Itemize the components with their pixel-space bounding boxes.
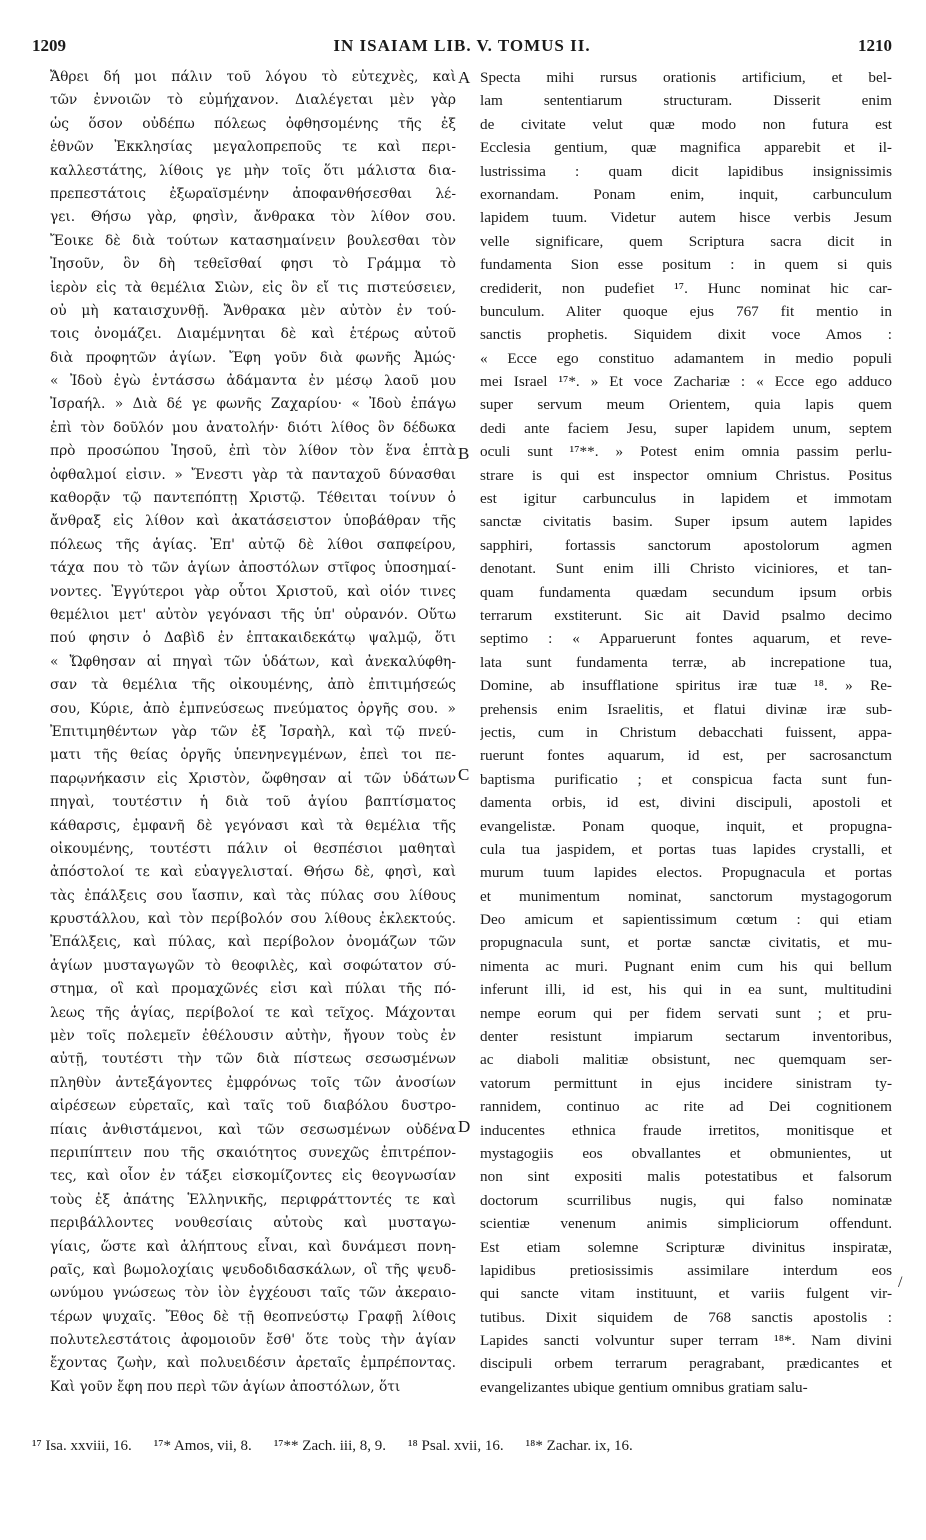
latin-text-line: fundamenta Sion esse positum : in quem si quis xyxy=(480,256,892,274)
latin-text-line: ac diaboli malitiæ obsistunt, nec quemquam ser- xyxy=(480,1051,892,1069)
greek-text-line: πρὸ προσώπου Ἰησοῦ, ἐπὶ τὸν λίθον τὸν ἕνα ἑπτὰ xyxy=(50,443,456,460)
latin-text-line: nempe eorum qui per fidem servati sunt ; et pru- xyxy=(480,1004,892,1022)
margin-letter-b: B xyxy=(458,444,470,463)
greek-text-line: γίαις, ὥστε καὶ ἁλήπτους εἶναι, καὶ δυνάμεσι πονη- xyxy=(50,1238,456,1255)
latin-text-line: nimenta ac muri. Pugnant enim cum his qui bellum xyxy=(480,957,892,975)
latin-text-line: Est etiam solemne Scripturæ divinitus inspiratæ, xyxy=(480,1238,892,1256)
latin-text-line: quam fundamenta quædam secundum ipsum orbis xyxy=(480,583,892,601)
latin-text-line: denotant. Sunt enim illi Christo viciniores, et tan- xyxy=(480,560,892,578)
footnote: ¹⁷** Zach. iii, 8, 9. xyxy=(273,1438,387,1454)
latin-text-line: strare is qui est inspector omnium Christus. Positus xyxy=(480,466,892,484)
latin-text-line: discipuli orbem terrarum peragrabant, prædicantes et xyxy=(480,1355,892,1373)
latin-text-line: et munimentum nominat, sanctorum mystagogorum xyxy=(480,887,892,905)
latin-text-line: damenta orbis, id est, divini discipuli, apostoli et xyxy=(480,794,892,812)
greek-text-line: Καὶ γοῦν ἔφη που περὶ τῶν ἁγίων ἀποστόλων, ὅτι xyxy=(50,1378,401,1395)
latin-text-line: crediderit, non pudefiet ¹⁷. Hunc nominat hic car- xyxy=(480,279,892,297)
latin-text-line: bunculum. Aliter quoque ejus 767 fit mentio in xyxy=(480,302,892,320)
greek-text-line: κρυστάλλου, καὶ τὸν περίβολόν σου λίθους ἐκλεκτούς. xyxy=(50,911,456,928)
latin-text-line: qui sancte vitam instituunt, et variis fulgent vir- xyxy=(480,1285,892,1303)
greek-text-line: πολυτελεστάτοις ἀφομοιοῦν ἔσθ' ὅτε τοὺς τὴν ἁγίαν xyxy=(50,1332,456,1349)
latin-text-line: lam sententiarum structuram. Disserit enim xyxy=(480,92,892,110)
latin-text-line: tutibus. Dixit siquidem de 768 sanctis apostolis : xyxy=(480,1308,892,1326)
footnotes xyxy=(32,1438,892,1455)
greek-text-line: νοντες. Ἐγγύτεροι γὰρ οὗτοι Χριστοῦ, καὶ οἱόν τινες xyxy=(50,583,456,600)
greek-text-line: ἄνθραξ εἰς λίθον καὶ ἀκατάσειστον ὑποβάθραν τῆς xyxy=(50,513,456,530)
greek-text-line: περιβάλλοντες νουθεσίαις αὐτοὺς καὶ μυσταγω- xyxy=(50,1215,456,1232)
latin-text-line: sanctæ civitatis basim. Super ipsum autem lapides xyxy=(480,513,892,531)
latin-text-line: inducentes ethnica fraude irretitos, monitisque et xyxy=(480,1121,892,1139)
latin-text-line: Specta mihi rursus orationis artificium, et bel- xyxy=(480,69,892,86)
greek-text-line: τοὺς ἐξ ἀπάτης Ἑλληνικῆς, περιφράττοντές τε καὶ xyxy=(50,1191,456,1208)
latin-text-line: evangelistæ. Ponam quoque, inquit, et propugna- xyxy=(480,817,892,835)
greek-text-line: τέρων ψυχαῖς. Ἔθος δὲ τῇ θεοπνεύστῳ Γραφῇ λίθοις xyxy=(50,1308,456,1325)
latin-text-line: prehensis enim Israelitis, et flatui divinæ iræ sub- xyxy=(480,700,892,718)
latin-text-line: scientiæ venenum animis simpliciorum offendunt. xyxy=(480,1215,892,1233)
greek-text-line: τοις ὀνομάζει. Διαμέμνηται δὲ καὶ ἑτέρως αὐτοῦ xyxy=(50,326,456,343)
margin-letter-a: A xyxy=(458,68,471,87)
greek-text-line: Ἰσραήλ. » Διὰ δέ γε φωνῆς Ζαχαρίου· « Ἰδοὺ ἐπάγω xyxy=(50,396,456,413)
greek-text-line: ἀπόστολοί τε καὶ εὐαγγελισταί. Θήσω δὲ, φησὶ, καὶ xyxy=(50,864,456,881)
greek-text-line: ἱερὸν εἰς τὰ θεμέλια Σιὼν, εἰς ὃν εἴ τις πιστεύσειεν, xyxy=(50,279,456,296)
greek-text-line: σαν τὰ θεμέλια τῆς οἰκουμένης, ἀπὸ ἐπιτιμήσεώς xyxy=(50,677,456,694)
latin-text-line: jectis, cum in Christum debacchati fuissent, appa- xyxy=(480,723,892,741)
greek-text-line: πίαις ἀνθιστάμενοι, καὶ τῶν σεσωσμένων οὐδένα xyxy=(50,1121,456,1138)
latin-text-line: de civitate velut quæ modo non futura est xyxy=(480,115,892,133)
greek-text-line: ωνύμου γνώσεως τὸν ἰὸν ἐγχέουσι ταῖς τῶν ἀκεραιο- xyxy=(50,1285,456,1302)
margin-letter-d: D xyxy=(458,1117,471,1136)
greek-text-line: τες, καὶ οἷον ἐν τάξει εἰσκομίζοντες εἰς θεογνωσίαν xyxy=(50,1168,456,1185)
greek-text-line: καθορᾷν τῷ παντεπόπτῃ Χριστῷ. Τέθειται τοίνυν ὁ xyxy=(50,490,456,507)
latin-text-line: est igitur carbunculus in lapidem et immotam xyxy=(480,490,892,508)
latin-text-line: inferunt illi, id est, his qui in ea sunt, multitudini xyxy=(480,981,892,999)
latin-text-line: super servum meum Orientem, quia lapis quem xyxy=(480,396,892,414)
latin-text-line: mei Israel ¹⁷*. » Et voce Zachariæ : « Ecce ego adduco xyxy=(480,373,892,391)
greek-text-line: ἐπὶ τὸν δοῦλόν μου ἀνατολήν· διότι λίθος ὃν δέδωκα xyxy=(50,419,456,436)
greek-text-line: Ἐπιτιμηθέντων γὰρ τῶν ἐξ Ἰσραὴλ, καὶ τῷ πνεύ- xyxy=(50,723,456,740)
latin-text-line: denter resistunt impiarum sectarum inventoribus, xyxy=(480,1028,892,1046)
greek-text-line: πού φησιν ὁ Δαβὶδ ἐν ἑπτακαιδεκάτῳ ψαλμῷ, ὅτι xyxy=(50,630,456,647)
greek-text-line: ματι τῆς θείας ὀργῆς ὑπενηνεγμένων, ἐπεὶ τοι πε- xyxy=(50,747,456,764)
latin-text-line: « Ecce ego constituo adamantem in medio populi xyxy=(480,349,892,367)
greek-text-line: αὐτῇ, τουτέστι τὴν τῶν διὰ πίστεως σεσωσμένων xyxy=(50,1051,456,1068)
greek-text-line: τὰς ἐπάλξεις σου ἴασπιν, καὶ τὰς πύλας σου λίθους xyxy=(50,887,456,904)
running-title: IN ISAIAM LIB. V. TOMUS II. xyxy=(333,36,591,55)
latin-text-column xyxy=(480,66,892,1436)
greek-text-line: ὀφθαλμοί εἰσιν. » Ἔνεστι γὰρ τὰ πανταχοῦ δύνασθαι xyxy=(50,466,456,483)
latin-text-line: Ecclesia gentium, quæ magnifica apparebit et il- xyxy=(480,139,892,157)
footnote: ¹⁷ Isa. xxviii, 16. xyxy=(32,1438,132,1454)
greek-text-line: πρεπεστάτοις ἐξωραϊσμένην ἀποφανθήσεσθαι λέ- xyxy=(50,185,456,202)
latin-text-line: cula tua jaspidem, et portas tuas lapides crystalli, et xyxy=(480,840,892,858)
greek-text-line: καλλεστάτης, λίθοις γε μὴν τοῖς ὅτι μάλιστα δια- xyxy=(50,162,456,179)
latin-text-line: dedi ante faciem Jesu, super lapidem unum, septem xyxy=(480,419,892,437)
latin-text-line: lata sunt fundamenta terræ, ab increpatione tua, xyxy=(480,653,892,671)
latin-text-line: baptisma purificatio ; et conspicua facta sunt fun- xyxy=(480,770,892,788)
latin-text-line: evangelizantes ubique gentium omnibus gratiam salu- xyxy=(480,1378,808,1396)
greek-text-line: μὲν τοῖς πολεμεῖν ἐθέλουσιν αὐτὴν, ἤγουν τοὺς ἐν xyxy=(50,1028,456,1045)
greek-text-line: οὐ μὴ καταισχυνθῇ. Ἄνθρακα μὲν αὐτὸν ἐν τού- xyxy=(50,302,456,319)
greek-text-line: παρῳνήκασιν εἰς Χριστὸν, ὤφθησαν αἱ τῶν ὑδάτων xyxy=(50,770,456,787)
greek-text-line: Ἰησοῦν, ὃν δὴ τεθεῖσθαί φησι τὸ Γράμμα τὸ xyxy=(50,256,456,273)
greek-text-line: πόλεως τῆς ἁγίας. Ἐπ' αὐτῷ δὲ λίθοι σαπφείρου, xyxy=(50,536,456,553)
margin-letter-c: C xyxy=(458,765,470,784)
latin-text-line: lapidem tuum. Videtur autem hisce verbis Jesum xyxy=(480,209,892,227)
page-number-right: 1210 xyxy=(858,36,892,55)
latin-text-line: rannidem, continuo ac rite ad Dei cognitionem xyxy=(480,1098,892,1116)
latin-text-line: mystagogiis eos obvallantes et obmunientes, ut xyxy=(480,1144,892,1162)
latin-text-line: sanctis prophetis. Siquidem dixit voce Amos : xyxy=(480,326,892,344)
latin-text-line: Domine, ab insufflatione spiritus iræ tuæ ¹⁸. » Re- xyxy=(480,677,892,695)
greek-text-line: ἐθνῶν Ἐκκλησίας μεγαλοπρεποῦς τε καὶ περι- xyxy=(50,139,456,156)
greek-text-line: ὡς ὅσον οὐδέπω πόλεως ὀφθησομένης τῆς ἐξ xyxy=(50,115,456,132)
footnote: ¹⁸* Zachar. ix, 16. xyxy=(525,1438,633,1454)
latin-text-line: non sint expositi malis potestatibus et falsorum xyxy=(480,1168,892,1186)
greek-text-line: Ἔοικε δὲ διὰ τούτων κατασημαίνειν βουλεσθαι τὸν xyxy=(50,232,456,249)
latin-text-line: terrarum exstiterunt. Sic ait David psalmo decimo xyxy=(480,606,892,624)
greek-text-line: ἁγίων μυσταγωγῶν τὸ θεοφιλὲς, καὶ σοφώτατον σύ- xyxy=(50,957,456,974)
greek-text-line: αἱρέσεων εὑρεταῖς, καὶ ταῖς τοῦ διαβόλου δυστρο- xyxy=(50,1098,456,1115)
footnote: ¹⁷* Amos, vii, 8. xyxy=(153,1438,252,1454)
latin-text-line: vatorum permittunt in ejus incidere sinistram ty- xyxy=(480,1074,892,1092)
greek-text-line: περιπίπτειν που τῆς σκαιότητος συνεχῶς ἐπιτρέπον- xyxy=(50,1144,456,1161)
latin-text-line: exornandam. Ponam enim, inquit, carbunculum xyxy=(480,185,892,203)
greek-text-line: οἰκουμένης, τουτέστι πάλιν οἱ θεσπέσιοι μαθηταὶ xyxy=(50,840,456,857)
latin-text-line: ruerunt fontes aquarum, id est, per sacrosanctum xyxy=(480,747,892,765)
running-header xyxy=(32,36,892,60)
latin-text-line: lapidibus pretiosissimis assimilare interdum eos xyxy=(480,1261,892,1279)
greek-text-line: « Ὤφθησαν αἱ πηγαὶ τῶν ὑδάτων, καὶ ἀνεκαλύφθη- xyxy=(50,653,456,670)
greek-text-line: σου, Κύριε, ἀπὸ ἐμπνεύσεως πνεύματος ὀργῆς σου. » xyxy=(50,700,456,717)
greek-text-line: κάθαρσις, ἐμφανῆ δὲ γεγόνασι καὶ τὰ θεμέλια τῆς xyxy=(50,817,456,834)
latin-text-line: Lapides sancti volvuntur super terram ¹⁸*. Nam divini xyxy=(480,1332,892,1350)
greek-text-line: Ἄθρει δή μοι πάλιν τοῦ λόγου τὸ εὐτεχνὲς, καὶ xyxy=(50,69,456,85)
latin-text-line: doctorum scurrilibus nugis, qui falso nominatæ xyxy=(480,1191,892,1209)
footnote: ¹⁸ Psal. xvii, 16. xyxy=(408,1438,504,1454)
margin-note: / xyxy=(898,1274,903,1291)
greek-text-line: « Ἰδοὺ ἐγὼ ἐντάσσω ἀδάμαντα ἐν μέσῳ λαοῦ μου xyxy=(50,373,456,390)
greek-text-line: λεως τῆς ἁγίας, περίβολοί τε καὶ τεῖχος. Μάχονται xyxy=(50,1004,456,1021)
greek-text-line: ραῖς, καὶ βωμολοχίαις ψευδοδιδασκάλων, οἳ τῆς ψευδ- xyxy=(50,1261,456,1278)
greek-text-line: τῶν ἐννοιῶν τὸ εὐμήχανον. Διαλέγεται μὲν γὰρ xyxy=(50,92,456,109)
latin-text-line: velle significare, quem Scriptura sacra dicit in xyxy=(480,232,892,250)
latin-text-line: propugnacula sunt, et portæ sanctæ civitatis, et mu- xyxy=(480,934,892,952)
greek-text-line: διὰ προφητῶν ἁγίων. Ἔφη γοῦν διὰ φωνῆς Ἀμώς· xyxy=(50,349,456,366)
latin-text-line: sapphiri, fortassis sanctorum apostolorum agmen xyxy=(480,536,892,554)
greek-text-line: πηγαὶ, τουτέστιν ἡ διὰ τοῦ ἁγίου βαπτίσματος xyxy=(50,794,456,811)
page-number-left: 1209 xyxy=(32,36,66,55)
greek-text-line: πληθὺν ἀντεξάγοντες ἐμφρόνως τοῖς τῶν ἀνοσίων xyxy=(50,1074,456,1091)
greek-text-line: τάχα που τὸ τῶν ἁγίων ἀποστόλων στῖφος ὑποσημαί- xyxy=(50,560,456,577)
latin-text-line: oculi sunt ¹⁷**. » Potest enim omnia passim perlu- xyxy=(480,443,892,461)
latin-text-line: murum tuum lapides electos. Propugnacula et portas xyxy=(480,864,892,882)
greek-text-line: θεμέλιοι μετ' αὐτὸν γεγόνασι τῆς ὑπ' οὐρανόν. Οὕτω xyxy=(50,606,456,623)
greek-text-column xyxy=(50,66,456,1436)
greek-text-line: στημα, οἳ καὶ προμαχῶνές εἰσι καὶ πύλαι τῆς πό- xyxy=(50,981,456,998)
latin-text-line: Deo amicum et sapientissimum cœtum : qui etiam xyxy=(480,911,892,929)
greek-text-line: ἔχοντας ζωὴν, καὶ πολυειδέσιν ἀρεταῖς ἐμπρέποντας. xyxy=(50,1355,456,1372)
latin-text-line: septimo : « Apparuerunt fontes aquarum, et reve- xyxy=(480,630,892,648)
greek-text-line: Ἐπάλξεις, καὶ πύλας, καὶ περίβολον ὀνομάζων τῶν xyxy=(50,934,456,951)
greek-text-line: γει. Θήσω γὰρ, φησὶν, ἄνθρακα τὸν λίθον σου. xyxy=(50,209,456,226)
latin-text-line: lustrissima : quam dicit lapidibus insignissimis xyxy=(480,162,892,180)
